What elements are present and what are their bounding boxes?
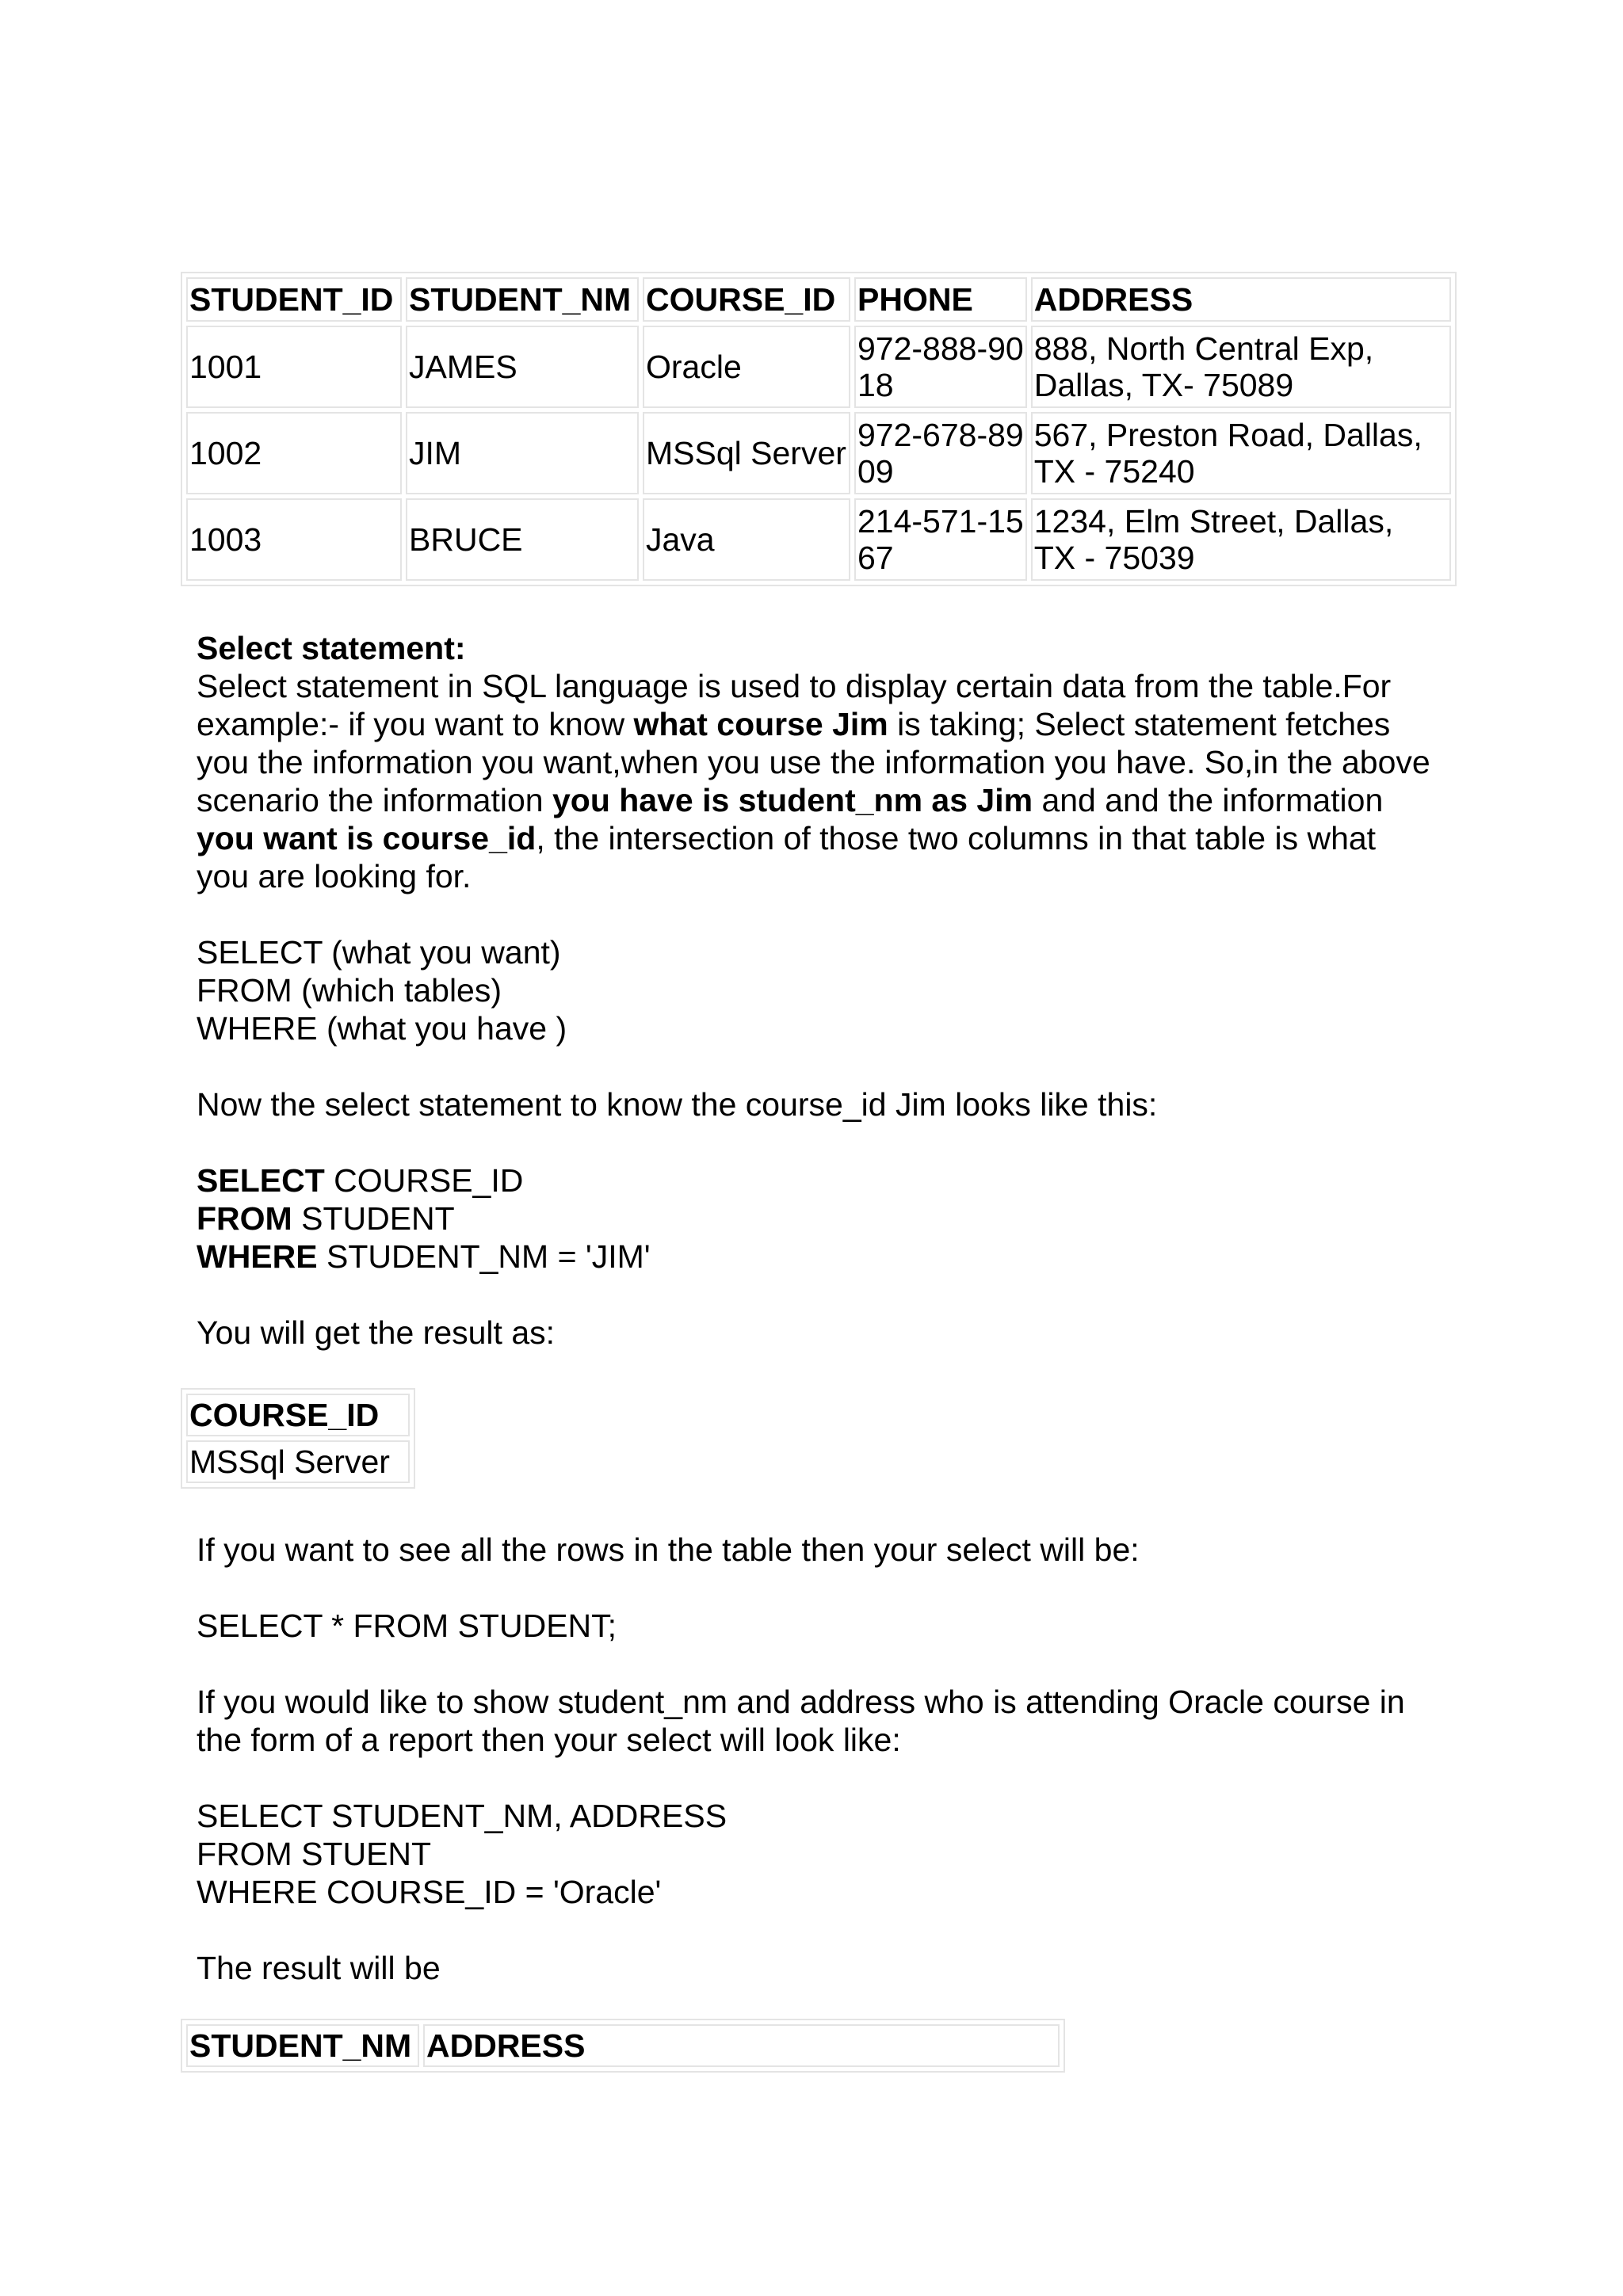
query-line: WHERE STUDENT_NM = 'JIM' [197,1238,651,1275]
cell-phone: 972-888-90 18 [854,326,1027,408]
syntax-line: FROM (which tables) [197,972,502,1009]
cell-student-nm: JAMES [406,326,639,408]
oracle-intro: If you would like to show student_nm and address who is attending Oracle course in the form of a report then your select will look like: [197,1684,1405,1758]
table-row [186,498,1451,581]
cell-student-id: 1001 [186,326,402,408]
query-line: SELECT * FROM STUDENT; [197,1608,617,1644]
query-line: FROM STUENT [197,1836,432,1872]
query-line: SELECT COURSE_ID [197,1162,524,1199]
student-table [181,272,1457,586]
cell-course-id: Java [643,498,850,581]
cell-address: 567, Preston Road, Dallas, TX - 75240 [1031,412,1451,494]
table-row [186,326,1451,408]
header-student-id: STUDENT_ID [186,277,402,322]
table-header-row [186,1394,410,1436]
table-header-row [186,277,1451,322]
explanation-paragraph: Select statement in SQL language is used to display certain data from the table.For example:- if you want to know what course Jim is taking; Select statement fetches you the information you want,when you use the information you have. So,in the above scenario the information you have is student_nm as Jim and and the information you want is course_id, the intersection of those two columns in that table is what you are looking for. [197,668,1430,894]
table-row [186,1440,410,1483]
select-explanation [197,629,1433,1352]
section-heading: Select statement: [197,630,466,666]
header-address: ADDRESS [1031,277,1451,322]
cell-student-id: 1003 [186,498,402,581]
syntax-line: SELECT (what you want) [197,934,561,971]
header-phone: PHONE [854,277,1027,322]
query-line: WHERE COURSE_ID = 'Oracle' [197,1874,662,1910]
cell-course-id: Oracle [643,326,850,408]
header-course-id: COURSE_ID [186,1394,410,1436]
result-label: The result will be [197,1950,441,1986]
header-student-nm: STUDENT_NM [186,2024,419,2067]
header-student-nm: STUDENT_NM [406,277,639,322]
result-table [181,1388,415,1489]
table-header-row [186,2024,1060,2067]
cell-phone: 214-571-15 67 [854,498,1027,581]
header-address: ADDRESS [423,2024,1060,2067]
cell-student-nm: BRUCE [406,498,639,581]
all-rows-intro: If you want to see all the rows in the table then your select will be: [197,1531,1140,1568]
syntax-line: WHERE (what you have ) [197,1010,567,1047]
cell-address: 1234, Elm Street, Dallas, TX - 75039 [1031,498,1451,581]
report-table [181,2019,1065,2073]
cell-phone: 972-678-89 09 [854,412,1027,494]
cell-course-id: MSSql Server [643,412,850,494]
cell-student-id: 1002 [186,412,402,494]
cell-address: 888, North Central Exp, Dallas, TX- 75089 [1031,326,1451,408]
query-intro: Now the select statement to know the course_id Jim looks like this: [197,1086,1158,1123]
header-course-id: COURSE_ID [643,277,850,322]
result-intro: You will get the result as: [197,1314,556,1351]
cell-course-id: MSSql Server [186,1440,410,1483]
select-more-explanation [197,1531,1433,1987]
table-row [186,412,1451,494]
query-line: FROM STUDENT [197,1200,455,1237]
query-line: SELECT STUDENT_NM, ADDRESS [197,1798,727,1834]
cell-student-nm: JIM [406,412,639,494]
